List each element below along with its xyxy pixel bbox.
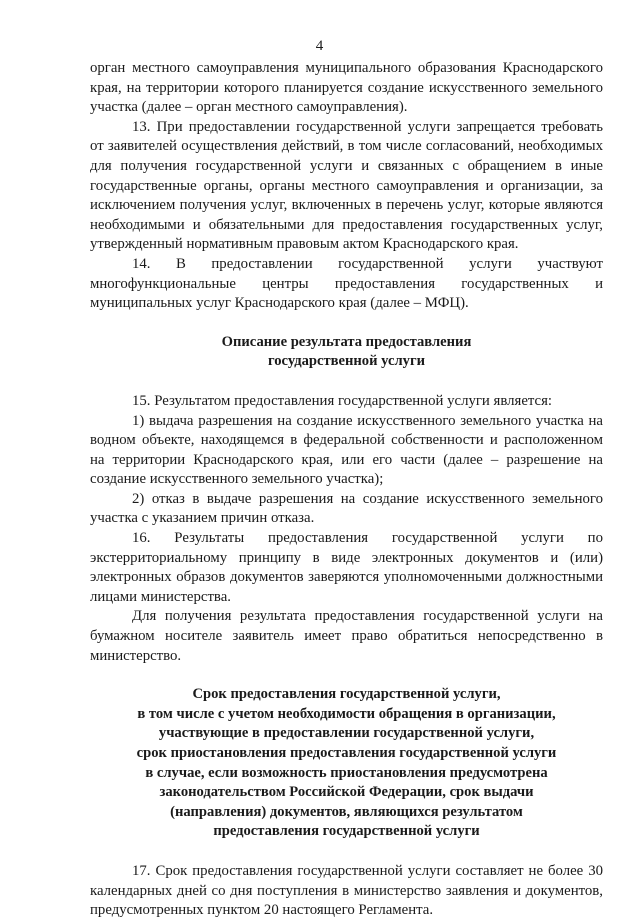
heading-line: государственной услуги — [267, 353, 426, 370]
section-heading-result — [90, 333, 603, 372]
heading-line: срок приостановления предоставления государственной услуги — [136, 745, 557, 761]
paragraph-15-item-1: 1) выдача разрешения на создание искусственного земельного участка на водном объекте, находящемся в федеральной собственности и расположенном на территории Краснодарского края, или его части (далее – разрешение на создание искусственного земельного участка); — [90, 412, 603, 488]
paragraph-paper-result: Для получения результата предоставления государственной услуги на бумажном носителе заявитель имеет право обратиться непосредственно в министерство. — [90, 608, 603, 664]
paragraph-15-item-2: 2) отказ в выдаче разрешения на создание искусственного земельного участка с указанием причин отказа. — [90, 490, 603, 527]
paragraph-16: 16. Результаты предоставления государственной услуги по экстерриториальному принципу в виде электронных документов и (или) электронных образов документов заверяются уполномоченными должностными лицами министерства. — [90, 530, 603, 605]
heading-line: предоставления государственной услуги — [213, 823, 480, 840]
heading-line: Срок предоставления государственной услуги, — [192, 686, 501, 703]
heading-line: участвующие в предоставлении государственной услуги, — [158, 725, 535, 742]
heading-line: (направления) документов, являющихся результатом — [170, 803, 523, 820]
heading-line: в случае, если возможность приостановления предусмотрена — [145, 764, 548, 781]
page-number: 4 — [315, 38, 324, 54]
paragraph-15: 15. Результатом предоставления государственной услуги является: — [132, 392, 553, 409]
paragraph-17: 17. Срок предоставления государственной услуги составляет не более 30 календарных дней со дня поступления в министерство заявления и документов, предусмотренных пунктом 20 настоящего Регламента. — [90, 862, 603, 919]
heading-line: в том числе с учетом необходимости обращения в организации, — [137, 705, 556, 722]
heading-line: законодательством Российской Федерации, срок выдачи — [159, 784, 534, 801]
paragraph-continuation: орган местного самоуправления муниципального образования Краснодарского края, на территории которого планируется создание искусственного земельного участка (далее – орган местного самоуправления). — [90, 60, 603, 116]
section-heading-term — [90, 685, 603, 842]
heading-line: Описание результата предоставления — [221, 333, 472, 350]
document-body — [90, 59, 603, 921]
paragraph-13: 13. При предоставлении государственной услуги запрещается требовать от заявителей осуществления действий, в том числе согласований, необходимых для получения государственной услуги и связанных с обращением в иные государственные органы, органы местного самоуправления и организации, за исключением получения услуг, включенных в перечень услуг, которые являются необходимыми и обязательными для предоставления государственных услуг, утвержденный нормативным правовым актом Краснодарского края. — [90, 118, 603, 253]
paragraph-14: 14. В предоставлении государственной услуги участвуют многофункциональные центры предоставления государственных и муниципальных услуг Краснодарского края (далее – МФЦ). — [90, 255, 603, 312]
